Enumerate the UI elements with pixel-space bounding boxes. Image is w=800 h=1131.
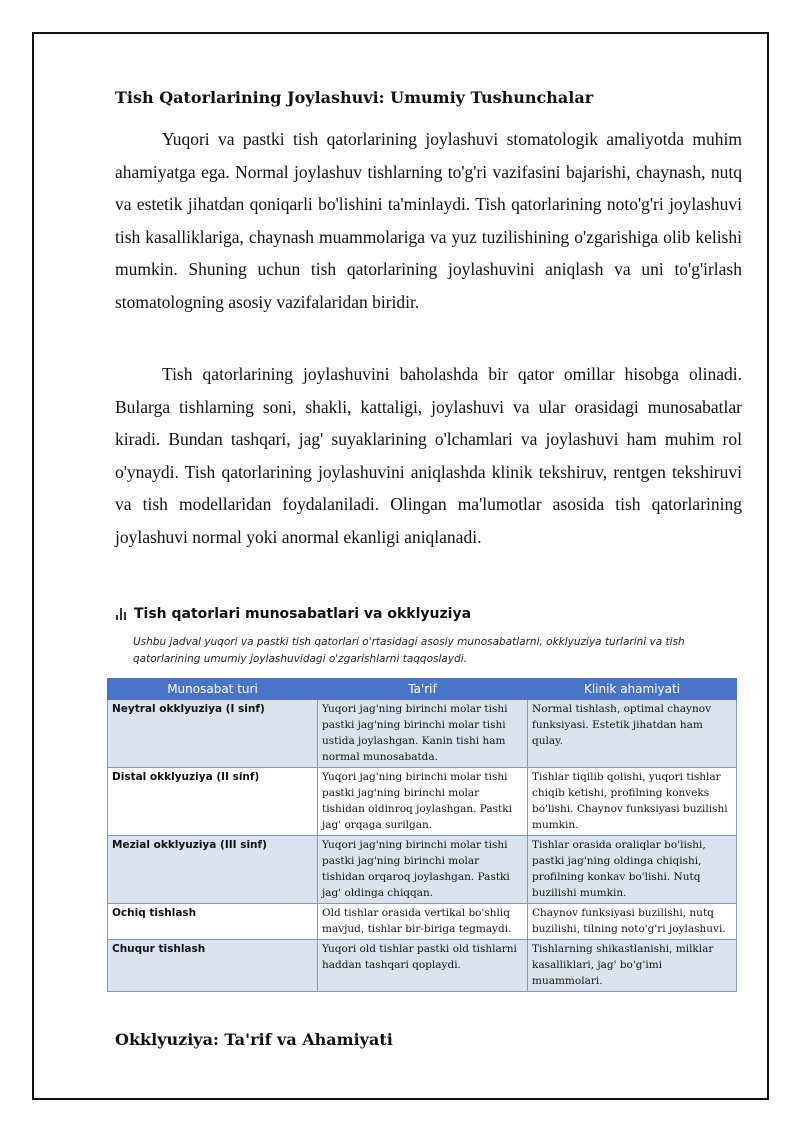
table-row xyxy=(108,904,737,940)
paragraph-2: Tish qatorlarining joylashuvini baholashda bir qator omillar hisobga olinadi. Bularga tishlarning soni, shakli, kattaligi, joylashuvi va ular orasidagi munosabatlar kiradi. Bundan tashqari, jag' suyaklarining o'lchamlari va joylashuvi ham muhim rol o'ynaydi. Tish qatorlarining joylashuvini aniqlashda klinik tekshiruv, rentgen tekshiruvi va tish modellaridan foydalaniladi. Olingan ma'lumotlar asosida tish qatorlarining joylashuvi normal yoki anormal ekanligi aniqlanadi. xyxy=(115,364,742,547)
row-definition: Yuqori old tishlar pastki old tishlarni haddan tashqari qoplaydi. xyxy=(318,940,528,992)
row-definition: Yuqori jag'ning birinchi molar tishi pastki jag'ning birinchi molar tishi ustida joylashgan. Kanin tishi ham normal munosabatda. xyxy=(318,700,528,768)
column-header: Munosabat turi xyxy=(108,679,318,700)
table-row xyxy=(108,836,737,904)
row-type: Mezial okklyuziya (III sinf) xyxy=(108,836,318,904)
row-significance: Normal tishlash, optimal chaynov funksiyasi. Estetik jihatdan ham qulay. xyxy=(528,700,737,768)
row-type: Neytral okklyuziya (I sinf) xyxy=(108,700,318,768)
table-title xyxy=(116,606,471,622)
row-type: Chuqur tishlash xyxy=(108,940,318,992)
row-significance: Chaynov funksiyasi buzilishi, nutq buzilishi, tilning noto'g'ri joylashuvi. xyxy=(528,904,737,940)
table-caption: Ushbu jadval yuqori va pastki tish qatorlari o'rtasidagi asosiy munosabatlarni, okklyuziya turlarini va tish qatorlarining umumiy joylashuvidagi o'zgarishlarni taqqoslaydi. xyxy=(133,636,685,665)
row-significance: Tishlar tiqilib qolishi, yuqori tishlar chiqib ketishi, profilning konveks bo'lishi. Chaynov funksiyasi buzilishi mumkin. xyxy=(528,768,737,836)
occlusion-table xyxy=(107,678,737,992)
table-header-row xyxy=(108,679,737,700)
column-header: Klinik ahamiyati xyxy=(528,679,737,700)
table-title-text: Tish qatorlari munosabatlari va okklyuziya xyxy=(134,606,472,622)
table-row xyxy=(108,700,737,768)
row-significance: Tishlar orasida oraliqlar bo'lishi, pastki jag'ning oldinga chiqishi, profilning konkav bo'lishi. Nutq buzilishi mumkin. xyxy=(528,836,737,904)
row-significance: Tishlarning shikastlanishi, milklar kasalliklari, jag' bo'g'imi muammolari. xyxy=(528,940,737,992)
row-definition: Yuqori jag'ning birinchi molar tishi pastki jag'ning birinchi molar tishidan orqaroq joylashgan. Pastki jag' oldinga chiqqan. xyxy=(318,836,528,904)
column-header: Ta'rif xyxy=(318,679,528,700)
row-definition: Old tishlar orasida vertikal bo'shliq mavjud, tishlar bir-biriga tegmaydi. xyxy=(318,904,528,940)
section-heading-2: Okklyuziya: Ta'rif va Ahamiyati xyxy=(115,1030,393,1049)
row-type: Distal okklyuziya (II sinf) xyxy=(108,768,318,836)
paragraph-1: Yuqori va pastki tish qatorlarining joylashuvi stomatologik amaliyotda muhim ahamiyatga ega. Normal joylashuv tishlarning to'g'ri vazifasini bajarishi, chaynash, nutq va estetik jihatdan qoniqarli bo'lishini ta'minlaydi. Tish qatorlarining noto'g'ri joylashuvi tish kasalliklariga, chaynash muammolariga va yuz tuzilishining o'zgarishiga olib kelishi mumkin. Shuning uchun tish qatorlarining joylashuvini aniqlash va uni to'g'irlash stomatologning asosiy vazifalaridan biridir. xyxy=(115,129,742,312)
bar-chart-icon xyxy=(116,608,128,620)
row-type: Ochiq tishlash xyxy=(108,904,318,940)
table-row xyxy=(108,768,737,836)
row-definition: Yuqori jag'ning birinchi molar tishi pastki jag'ning birinchi molar tishidan oldinroq joylashgan. Pastki jag' orqaga surilgan. xyxy=(318,768,528,836)
section-heading: Tish Qatorlarining Joylashuvi: Umumiy Tushunchalar xyxy=(115,88,594,107)
table-row xyxy=(108,940,737,992)
